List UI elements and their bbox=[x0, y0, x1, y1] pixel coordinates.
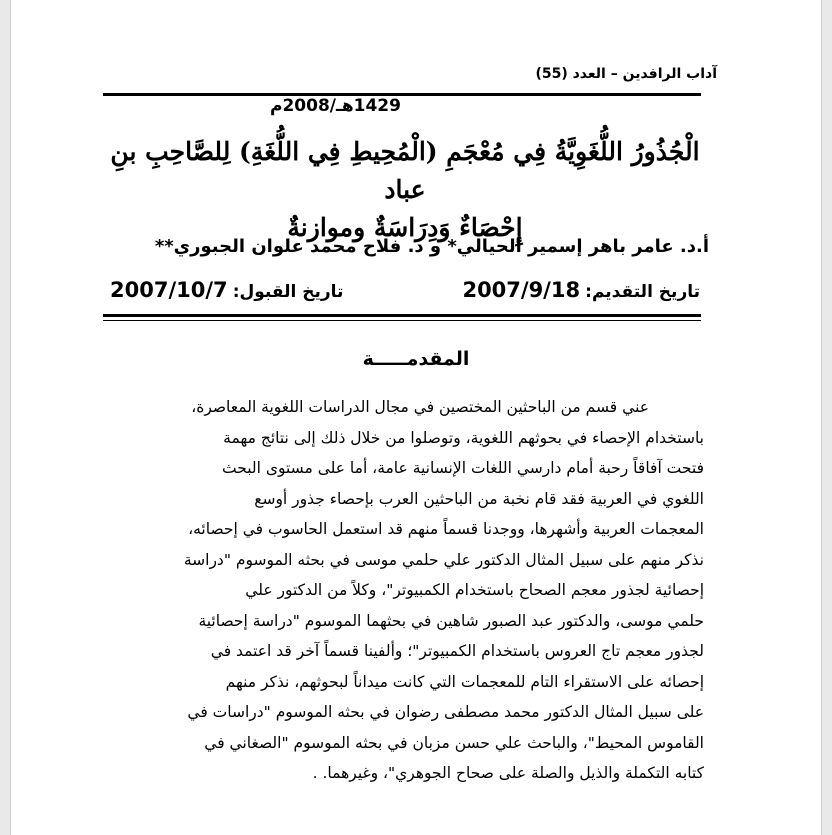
paragraph-line: لجذور معجم تاج العروس باستخدام الكمبيوتر"؛ وألفينا قسماً آخر قد اعتمد في bbox=[210, 642, 704, 660]
acceptance-date-value: 2007/10/7 bbox=[110, 278, 228, 302]
title-line-2: إِحْصَاءٌ وَدِرَاسَةٌ وموازنةٌ bbox=[287, 213, 523, 242]
submission-date-label: تاريخ التقديم: bbox=[585, 282, 700, 302]
paragraph-line: إحصائه على الاستقراء التام للمعجمات التي كانت ميداناً لبحوثهم، نذكر منهم bbox=[225, 672, 704, 691]
paragraph-line: كتابه التكملة والذيل والصلة على صحاح الجوهري"، وغيرهما. . bbox=[312, 764, 704, 782]
journal-header: آداب الرافدين – العدد (55) bbox=[535, 66, 717, 82]
paragraph-line: حلمي موسى، والدكتور عبد الصبور شاهين في بحثهما الموسوم "دراسة إحصائية bbox=[198, 611, 704, 630]
introduction-paragraph bbox=[118, 392, 704, 789]
section-heading: المقدمـــــة bbox=[362, 348, 470, 370]
paragraph-line: باستخدام الإحصاء في بحوثهم اللغوية، وتوصلوا من خلال ذلك إلى نتائج مهمة bbox=[223, 428, 704, 447]
paragraph-line: عني قسم من الباحثين المختصين في مجال الدراسات اللغوية المعاصرة، bbox=[191, 398, 649, 416]
acceptance-date bbox=[110, 278, 343, 302]
header-rule bbox=[103, 93, 701, 96]
article-title bbox=[110, 133, 700, 247]
paragraph-line: فتحت آفاقاً رحبة أمام دارسي اللغات الإنسانية عامة، أما على مستوى البحث bbox=[221, 459, 704, 477]
acceptance-date-label: تاريخ القبول: bbox=[232, 282, 344, 302]
paragraph-line: على سبيل المثال الدكتور محمد مصطفى رضوان في بحثه الموسوم "دراسات في bbox=[187, 703, 704, 721]
paragraph-line: القاموس المحيط"، والباحث علي حسن مزبان في بحثه الموسوم "الصغاني في bbox=[204, 733, 704, 752]
paragraph-line: نذكر منهم على سبيل المثال الدكتور علي حلمي موسى في بحثه الموسوم "دراسة bbox=[183, 550, 704, 569]
title-line-1: الْجُذُورُ اللُّغَوِيَّةُ فِي مُعْجَمِ (الْمُحِيطِ فِي اللُّغَةِ) لِلصَّاحِبِ بنِ عباد bbox=[110, 137, 700, 204]
dates-rule-thin bbox=[103, 320, 701, 321]
paragraph-line: المعجمات العربية وأشهرها، ووجدنا قسماً منهم قد استعمل الحاسوب في إحصائه، bbox=[188, 520, 704, 538]
issue-date: 1429هـ/2008م bbox=[270, 96, 401, 116]
paragraph-line: اللغوي في العربية فقد قام نخبة من الباحثين العرب بإحصاء جذور أوسع bbox=[254, 489, 704, 508]
submission-date-value: 2007/9/18 bbox=[462, 278, 581, 302]
submission-date bbox=[462, 278, 700, 302]
paragraph-line: إحصائية لجذور معجم الصحاح باستخدام الكمبيوتر"، وكلاً من الدكتور علي bbox=[245, 581, 704, 599]
dates-rule-thick bbox=[103, 314, 701, 317]
authors-line: أ.د. عامر باهر إسمير الحيالي* و د. فلاح محمد علوان الجبوري** bbox=[154, 236, 709, 257]
